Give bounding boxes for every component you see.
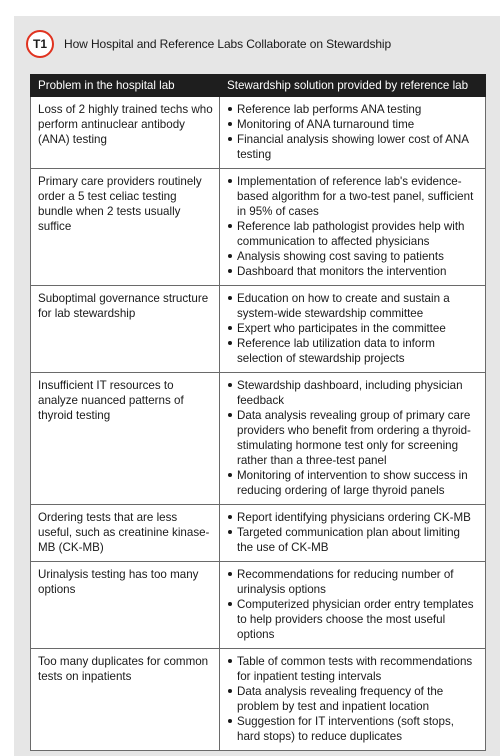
solution-item: Implementation of reference lab's evidence-based algorithm for a two-test panel, sufficient in 95% of cases [227,174,479,219]
table-row [31,373,486,505]
solution-list [227,174,479,279]
table-number-badge: T1 [26,30,54,58]
header-row [31,75,486,97]
problem-cell: Loss of 2 highly trained techs who perform antinuclear antibody (ANA) testing [31,97,220,169]
solution-cell [220,505,486,562]
solution-item: Stewardship dashboard, including physician feedback [227,378,479,408]
table-body [31,97,486,751]
table-row [31,649,486,751]
solution-list [227,654,479,744]
solution-list [227,291,479,366]
column-header-problem: Problem in the hospital lab [31,75,220,97]
table-head [31,75,486,97]
table-row [31,169,486,286]
solution-list [227,510,479,555]
solution-item: Analysis showing cost saving to patients [227,249,479,264]
column-header-solution: Stewardship solution provided by reference lab [220,75,486,97]
solution-item: Monitoring of intervention to show success in reducing ordering of large thyroid panels [227,468,479,498]
solution-list [227,102,479,162]
problem-cell: Ordering tests that are less useful, such as creatinine kinase-MB (CK-MB) [31,505,220,562]
problem-cell: Insufficient IT resources to analyze nuanced patterns of thyroid testing [31,373,220,505]
table-row [31,286,486,373]
problem-cell: Primary care providers routinely order a 5 test celiac testing bundle when 2 tests usually suffice [31,169,220,286]
table-row [31,562,486,649]
solution-item: Reference lab performs ANA testing [227,102,479,117]
solution-cell [220,649,486,751]
solution-cell [220,562,486,649]
solution-item: Data analysis revealing group of primary care providers who benefit from ordering a thyroid-stimulating hormone test only for screening rather than a three-test panel [227,408,479,468]
solution-item: Expert who participates in the committee [227,321,479,336]
solution-item: Suggestion for IT interventions (soft stops, hard stops) to reduce duplicates [227,714,479,744]
solution-list [227,567,479,642]
solution-cell [220,97,486,169]
solution-item: Monitoring of ANA turnaround time [227,117,479,132]
solution-cell [220,286,486,373]
table-header [26,30,391,58]
solution-item: Dashboard that monitors the intervention [227,264,479,279]
solution-item: Report identifying physicians ordering CK-MB [227,510,479,525]
solution-item: Table of common tests with recommendations for inpatient testing intervals [227,654,479,684]
solution-list [227,378,479,498]
stewardship-table [30,74,486,751]
solution-cell [220,373,486,505]
solution-cell [220,169,486,286]
solution-item: Reference lab pathologist provides help with communication to affected physicians [227,219,479,249]
problem-cell: Urinalysis testing has too many options [31,562,220,649]
solution-item: Data analysis revealing frequency of the problem by test and inpatient location [227,684,479,714]
solution-item: Financial analysis showing lower cost of ANA testing [227,132,479,162]
table-row [31,505,486,562]
solution-item: Targeted communication plan about limiting the use of CK-MB [227,525,479,555]
table-row [31,97,486,169]
solution-item: Recommendations for reducing number of urinalysis options [227,567,479,597]
solution-item: Computerized physician order entry templates to help providers choose the most useful options [227,597,479,642]
problem-cell: Suboptimal governance structure for lab stewardship [31,286,220,373]
table-title: How Hospital and Reference Labs Collaborate on Stewardship [64,37,392,51]
solution-item: Education on how to create and sustain a system-wide stewardship committee [227,291,479,321]
solution-item: Reference lab utilization data to inform selection of stewardship projects [227,336,479,366]
problem-cell: Too many duplicates for common tests on inpatients [31,649,220,751]
